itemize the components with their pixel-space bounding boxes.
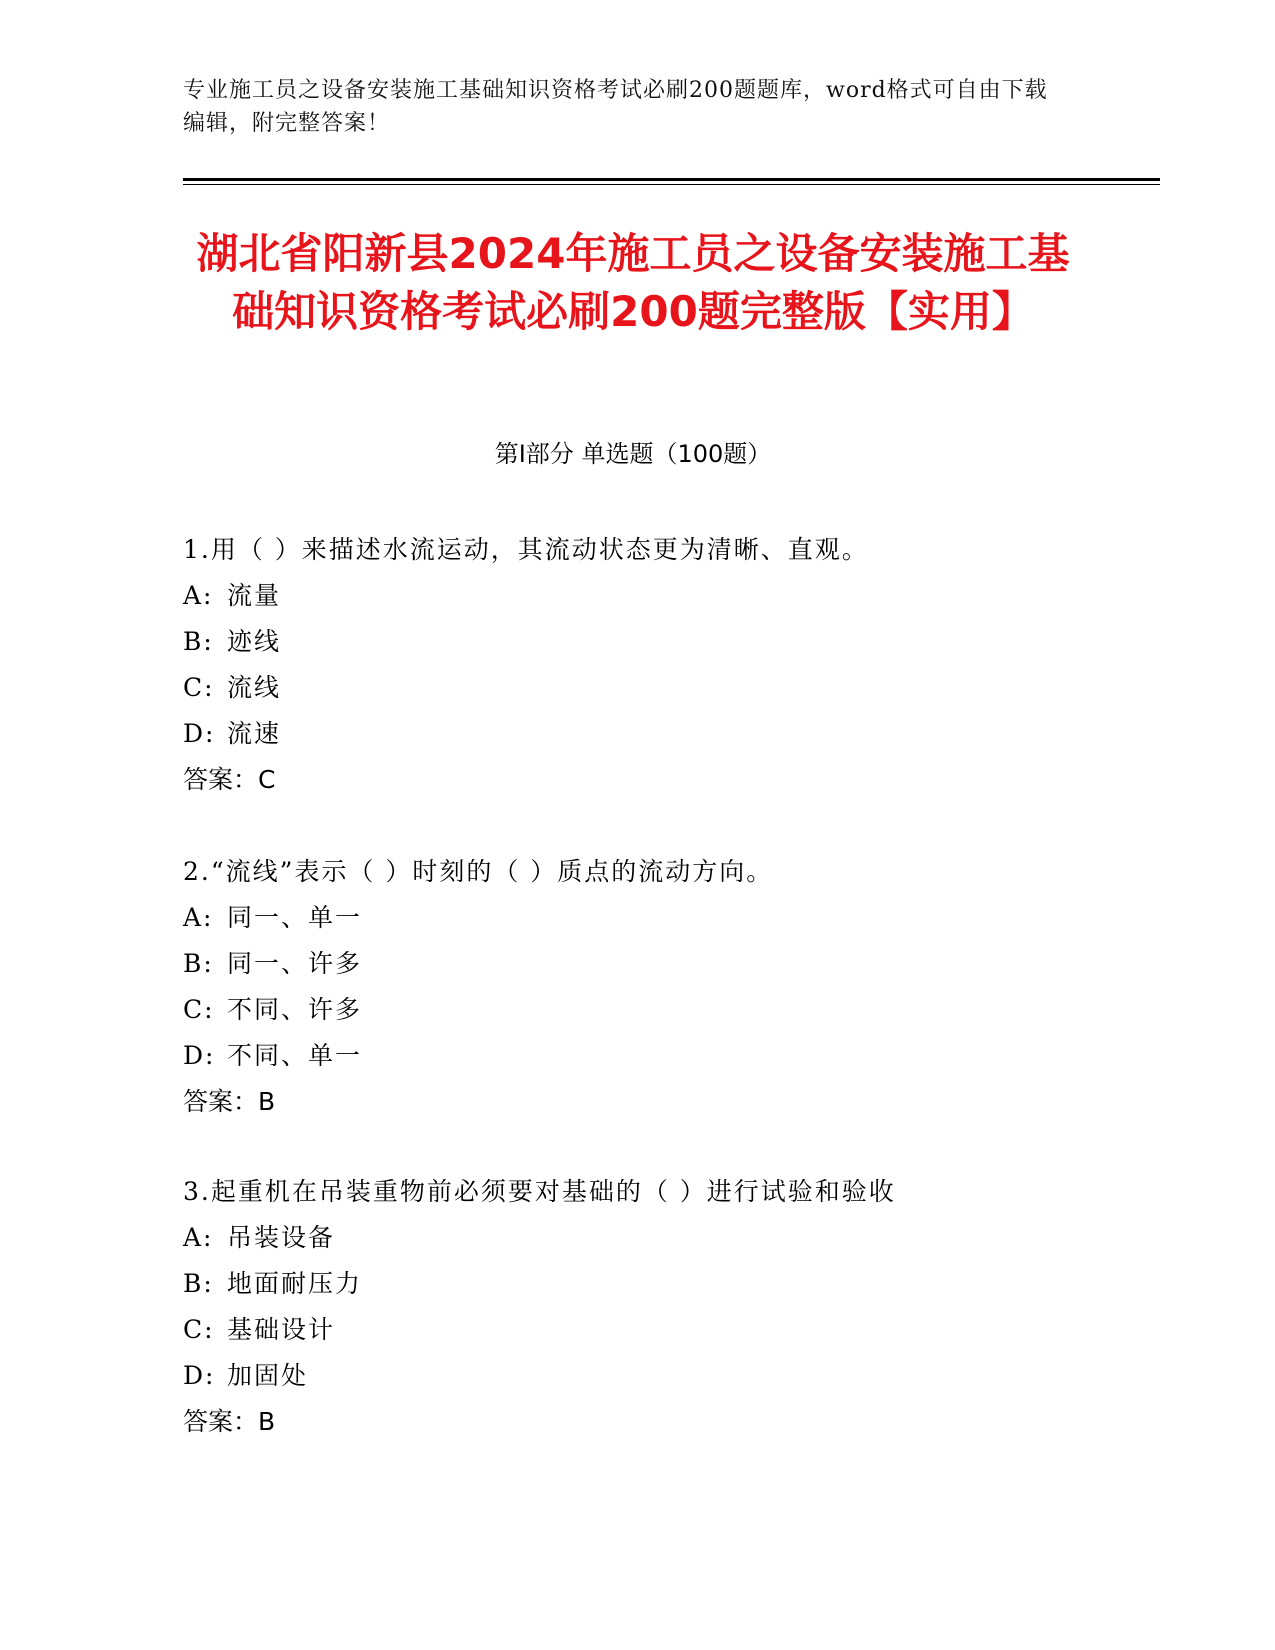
option-letter: B: [183, 949, 214, 978]
option-letter: D: [183, 1361, 216, 1390]
option-a [183, 1220, 1083, 1256]
option-a [183, 578, 1083, 614]
option-letter: D: [183, 1041, 216, 1070]
option-text: 同一、许多 [227, 949, 363, 978]
answer-line: 答案：B [183, 1087, 276, 1116]
option-letter: A: [183, 903, 214, 932]
question-stem: 2.“流线”表示（ ）时刻的（ ）质点的流动方向。 [183, 857, 774, 886]
option-b [183, 624, 1083, 660]
option-letter: D: [183, 719, 216, 748]
option-text: 流线 [227, 673, 282, 702]
option-text: 不同、单一 [227, 1041, 363, 1070]
option-c [183, 670, 1083, 706]
question-3 [183, 1174, 1083, 1440]
option-letter: C: [183, 673, 215, 702]
option-letter: B: [183, 627, 214, 656]
question-stem: 3.起重机在吊装重物前必须要对基础的（ ）进行试验和验收 [183, 1177, 896, 1206]
option-text: 不同、许多 [227, 995, 363, 1024]
option-letter: C: [183, 995, 215, 1024]
question-1 [183, 532, 1083, 798]
option-d [183, 1358, 1083, 1394]
option-d [183, 716, 1083, 752]
option-text: 吊装设备 [227, 1223, 336, 1252]
option-a [183, 900, 1083, 936]
answer-line: 答案：B [183, 1407, 276, 1436]
option-text: 基础设计 [227, 1315, 336, 1344]
option-text: 迹线 [227, 627, 282, 656]
header-note: 专业施工员之设备安装施工基础知识资格考试必刷200题题库，word格式可自由下载编辑，附完整答案！ [183, 78, 1048, 136]
option-letter: A: [183, 581, 214, 610]
option-d [183, 1038, 1083, 1074]
question-2 [183, 854, 1083, 1120]
option-letter: C: [183, 1315, 215, 1344]
option-text: 同一、单一 [227, 903, 363, 932]
section-heading: 第Ⅰ部分 单选题（100题） [494, 440, 772, 468]
option-text: 流速 [227, 719, 282, 748]
answer-line: 答案：C [183, 765, 276, 794]
option-text: 加固处 [227, 1361, 309, 1390]
option-text: 地面耐压力 [227, 1269, 363, 1298]
document-title: 湖北省阳新县2024年施工员之设备安装施工基础知识资格考试必刷200题完整版【实用】 [196, 229, 1070, 336]
header-divider-thin [183, 184, 1160, 185]
option-letter: A: [183, 1223, 214, 1252]
option-c [183, 992, 1083, 1028]
question-stem: 1.用（ ）来描述水流运动，其流动状态更为清晰、直观。 [183, 535, 869, 564]
option-b [183, 1266, 1083, 1302]
option-letter: B: [183, 1269, 214, 1298]
option-text: 流量 [227, 581, 282, 610]
header-divider-thick [183, 178, 1160, 181]
option-b [183, 946, 1083, 982]
option-c [183, 1312, 1083, 1348]
